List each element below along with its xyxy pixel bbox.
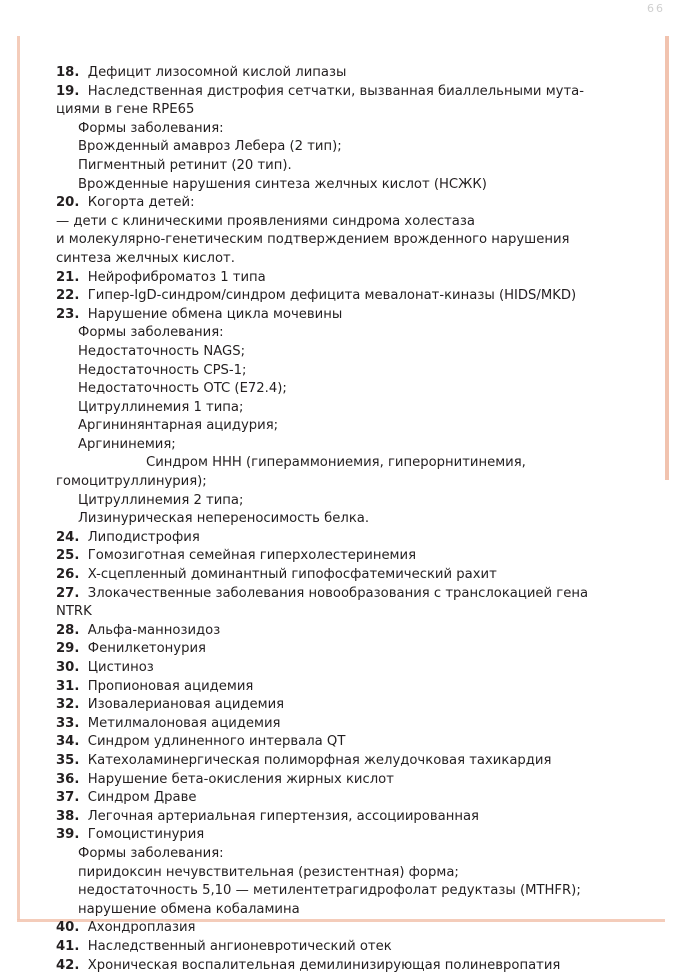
- list-item: [56, 566, 636, 585]
- list-item-text: Изовалериановая ацидемия: [88, 697, 284, 712]
- list-item-number: 40.: [56, 920, 79, 935]
- list-item-number: 23.: [56, 307, 79, 322]
- list-item: [56, 585, 636, 604]
- list-item-text: и молекулярно-генетическим подтверждением врожденного нарушения: [56, 232, 569, 247]
- list-item-text: Лизинурическая непереносимость белка.: [78, 511, 369, 526]
- list-item-continuation: [56, 101, 636, 120]
- list-item-continuation: [56, 901, 636, 920]
- list-item: [56, 306, 636, 325]
- list-item-continuation: [56, 343, 636, 362]
- list-item-number: 30.: [56, 660, 79, 675]
- page-number: 66: [635, 2, 665, 12]
- list-item-number: 26.: [56, 567, 79, 582]
- list-item-text: Врожденный амавроз Лебера (2 тип);: [78, 139, 342, 154]
- list-item-text: Злокачественные заболевания новообразования с транслокацией гена: [88, 586, 588, 601]
- list-item: [56, 696, 636, 715]
- list-item-text: Формы заболевания:: [78, 846, 224, 861]
- list-item-number: 22.: [56, 288, 79, 303]
- list-item-text: Гипер-IgD-синдром/синдром дефицита мевалонат-киназы (HIDS/MKD): [88, 288, 576, 303]
- list-item-text: пиридоксин нечувствительная (резистентная) форма;: [78, 865, 459, 880]
- list-item-number: 32.: [56, 697, 79, 712]
- list-item-text: Наследственная дистрофия сетчатки, вызванная биаллельными мута-: [88, 84, 584, 99]
- list-item-number: 25.: [56, 548, 79, 563]
- list-item-continuation: [56, 231, 636, 250]
- list-item-continuation: [56, 864, 636, 883]
- list-item-text: Наследственный ангионевротический отек: [88, 939, 392, 954]
- list-item: [56, 752, 636, 771]
- list-item: [56, 957, 636, 975]
- list-item-text: Пигментный ретинит (20 тип).: [78, 158, 292, 173]
- list-item-continuation: [56, 454, 636, 473]
- list-item-text: Хроническая воспалительная демилинизирующая полиневропатия: [88, 958, 561, 973]
- list-item-number: 34.: [56, 734, 79, 749]
- list-item: [56, 919, 636, 938]
- list-item-number: 18.: [56, 65, 79, 80]
- list-item-text: Ахондроплазия: [88, 920, 196, 935]
- list-item-continuation: [56, 882, 636, 901]
- list-item-text: Синдром Драве: [88, 790, 197, 805]
- list-item-text: Недостаточность NAGS;: [78, 344, 245, 359]
- list-item-text: X-сцепленный доминантный гипофосфатемический рахит: [88, 567, 497, 582]
- list-item-continuation: [56, 324, 636, 343]
- list-item-text: синтеза желчных кислот.: [56, 251, 235, 266]
- list-item-continuation: [56, 362, 636, 381]
- list-item-text: Цитруллинемия 1 типа;: [78, 400, 243, 415]
- list-item-text: Цистиноз: [88, 660, 154, 675]
- list-item-text: недостаточность 5,10 — метилентетрагидрофолат редуктазы (MTHFR);: [78, 883, 581, 898]
- list-item-text: Липодистрофия: [88, 530, 200, 545]
- list-item-text: Когорта детей:: [88, 195, 195, 210]
- list-item: [56, 64, 636, 83]
- list-item-continuation: [56, 157, 636, 176]
- list-item-number: 31.: [56, 679, 79, 694]
- list-item-continuation: [56, 138, 636, 157]
- list-item-text: Альфа-маннозидоз: [88, 623, 220, 638]
- list-item-continuation: [56, 250, 636, 269]
- list-item: [56, 771, 636, 790]
- list-item-continuation: [56, 417, 636, 436]
- document-body: [56, 64, 636, 975]
- list-item-continuation: [56, 213, 636, 232]
- page-right-border: [665, 36, 669, 480]
- list-item: [56, 789, 636, 808]
- list-item-text: Формы заболевания:: [78, 121, 224, 136]
- list-item: [56, 715, 636, 734]
- list-item-text: Синдром HHH (гипераммониемия, гиперорнитинемия,: [146, 455, 526, 470]
- list-item-continuation: [56, 399, 636, 418]
- list-item: [56, 640, 636, 659]
- list-item-text: Цитруллинемия 2 типа;: [78, 493, 243, 508]
- list-item-continuation: [56, 845, 636, 864]
- list-item-number: 20.: [56, 195, 79, 210]
- list-item-text: Катехоламинергическая полиморфная желудочковая тахикардия: [88, 753, 552, 768]
- list-item: [56, 733, 636, 752]
- list-item: [56, 678, 636, 697]
- list-item-number: 36.: [56, 772, 79, 787]
- list-item-text: NTRK: [56, 604, 92, 619]
- list-item-continuation: [56, 380, 636, 399]
- list-item-continuation: [56, 510, 636, 529]
- list-item-text: Формы заболевания:: [78, 325, 224, 340]
- list-item-continuation: [56, 120, 636, 139]
- list-item: [56, 269, 636, 288]
- list-item-text: Гомоцистинурия: [88, 827, 204, 842]
- list-item-text: Дефицит лизосомной кислой липазы: [88, 65, 347, 80]
- list-item-text: Нарушение бета-окисления жирных кислот: [88, 772, 394, 787]
- list-item-number: 29.: [56, 641, 79, 656]
- page-top-edge: [0, 0, 691, 14]
- list-item-number: 42.: [56, 958, 79, 973]
- list-item-number: 27.: [56, 586, 79, 601]
- list-item-text: нарушение обмена кобаламина: [78, 902, 300, 917]
- list-item: [56, 83, 636, 102]
- list-item-text: Нейрофиброматоз 1 типа: [88, 270, 266, 285]
- list-item-continuation: [56, 176, 636, 195]
- list-item-text: Недостаточность CPS-1;: [78, 363, 246, 378]
- list-item-text: Синдром удлиненного интервала QT: [88, 734, 346, 749]
- list-item-number: 24.: [56, 530, 79, 545]
- page-left-border: [17, 36, 20, 920]
- list-item-number: 28.: [56, 623, 79, 638]
- list-item-number: 21.: [56, 270, 79, 285]
- list-item: [56, 659, 636, 678]
- list-item: [56, 194, 636, 213]
- list-item-text: Фенилкетонурия: [88, 641, 206, 656]
- list-item: [56, 622, 636, 641]
- list-item-text: Метилмалоновая ацидемия: [88, 716, 281, 731]
- list-item-text: Недостаточность OTC (E72.4);: [78, 381, 287, 396]
- list-item: [56, 529, 636, 548]
- list-item-number: 35.: [56, 753, 79, 768]
- list-item-number: 38.: [56, 809, 79, 824]
- list-item-text: Пропионовая ацидемия: [88, 679, 254, 694]
- list-item-text: Аргининянтарная ацидурия;: [78, 418, 278, 433]
- list-item: [56, 826, 636, 845]
- list-item-text: Врожденные нарушения синтеза желчных кислот (НСЖК): [78, 177, 487, 192]
- list-item-number: 19.: [56, 84, 79, 99]
- list-item: [56, 287, 636, 306]
- list-item-text: Гомозиготная семейная гиперхолестеринемия: [88, 548, 416, 563]
- list-item-text: Аргининемия;: [78, 437, 176, 452]
- list-item-text: — дети с клиническими проявлениями синдрома холестаза: [56, 214, 475, 229]
- list-item-number: 33.: [56, 716, 79, 731]
- list-item: [56, 808, 636, 827]
- list-item: [56, 547, 636, 566]
- list-item-text: циями в гене RPE65: [56, 102, 194, 117]
- list-item-continuation: [56, 473, 636, 492]
- list-item-text: Легочная артериальная гипертензия, ассоциированная: [88, 809, 479, 824]
- list-item-continuation: [56, 492, 636, 511]
- list-item: [56, 938, 636, 957]
- list-item-number: 37.: [56, 790, 79, 805]
- list-item-text: гомоцитруллинурия);: [56, 474, 207, 489]
- list-item-number: 41.: [56, 939, 79, 954]
- list-item-text: Нарушение обмена цикла мочевины: [88, 307, 343, 322]
- list-item-continuation: [56, 603, 636, 622]
- list-item-continuation: [56, 436, 636, 455]
- list-item-number: 39.: [56, 827, 79, 842]
